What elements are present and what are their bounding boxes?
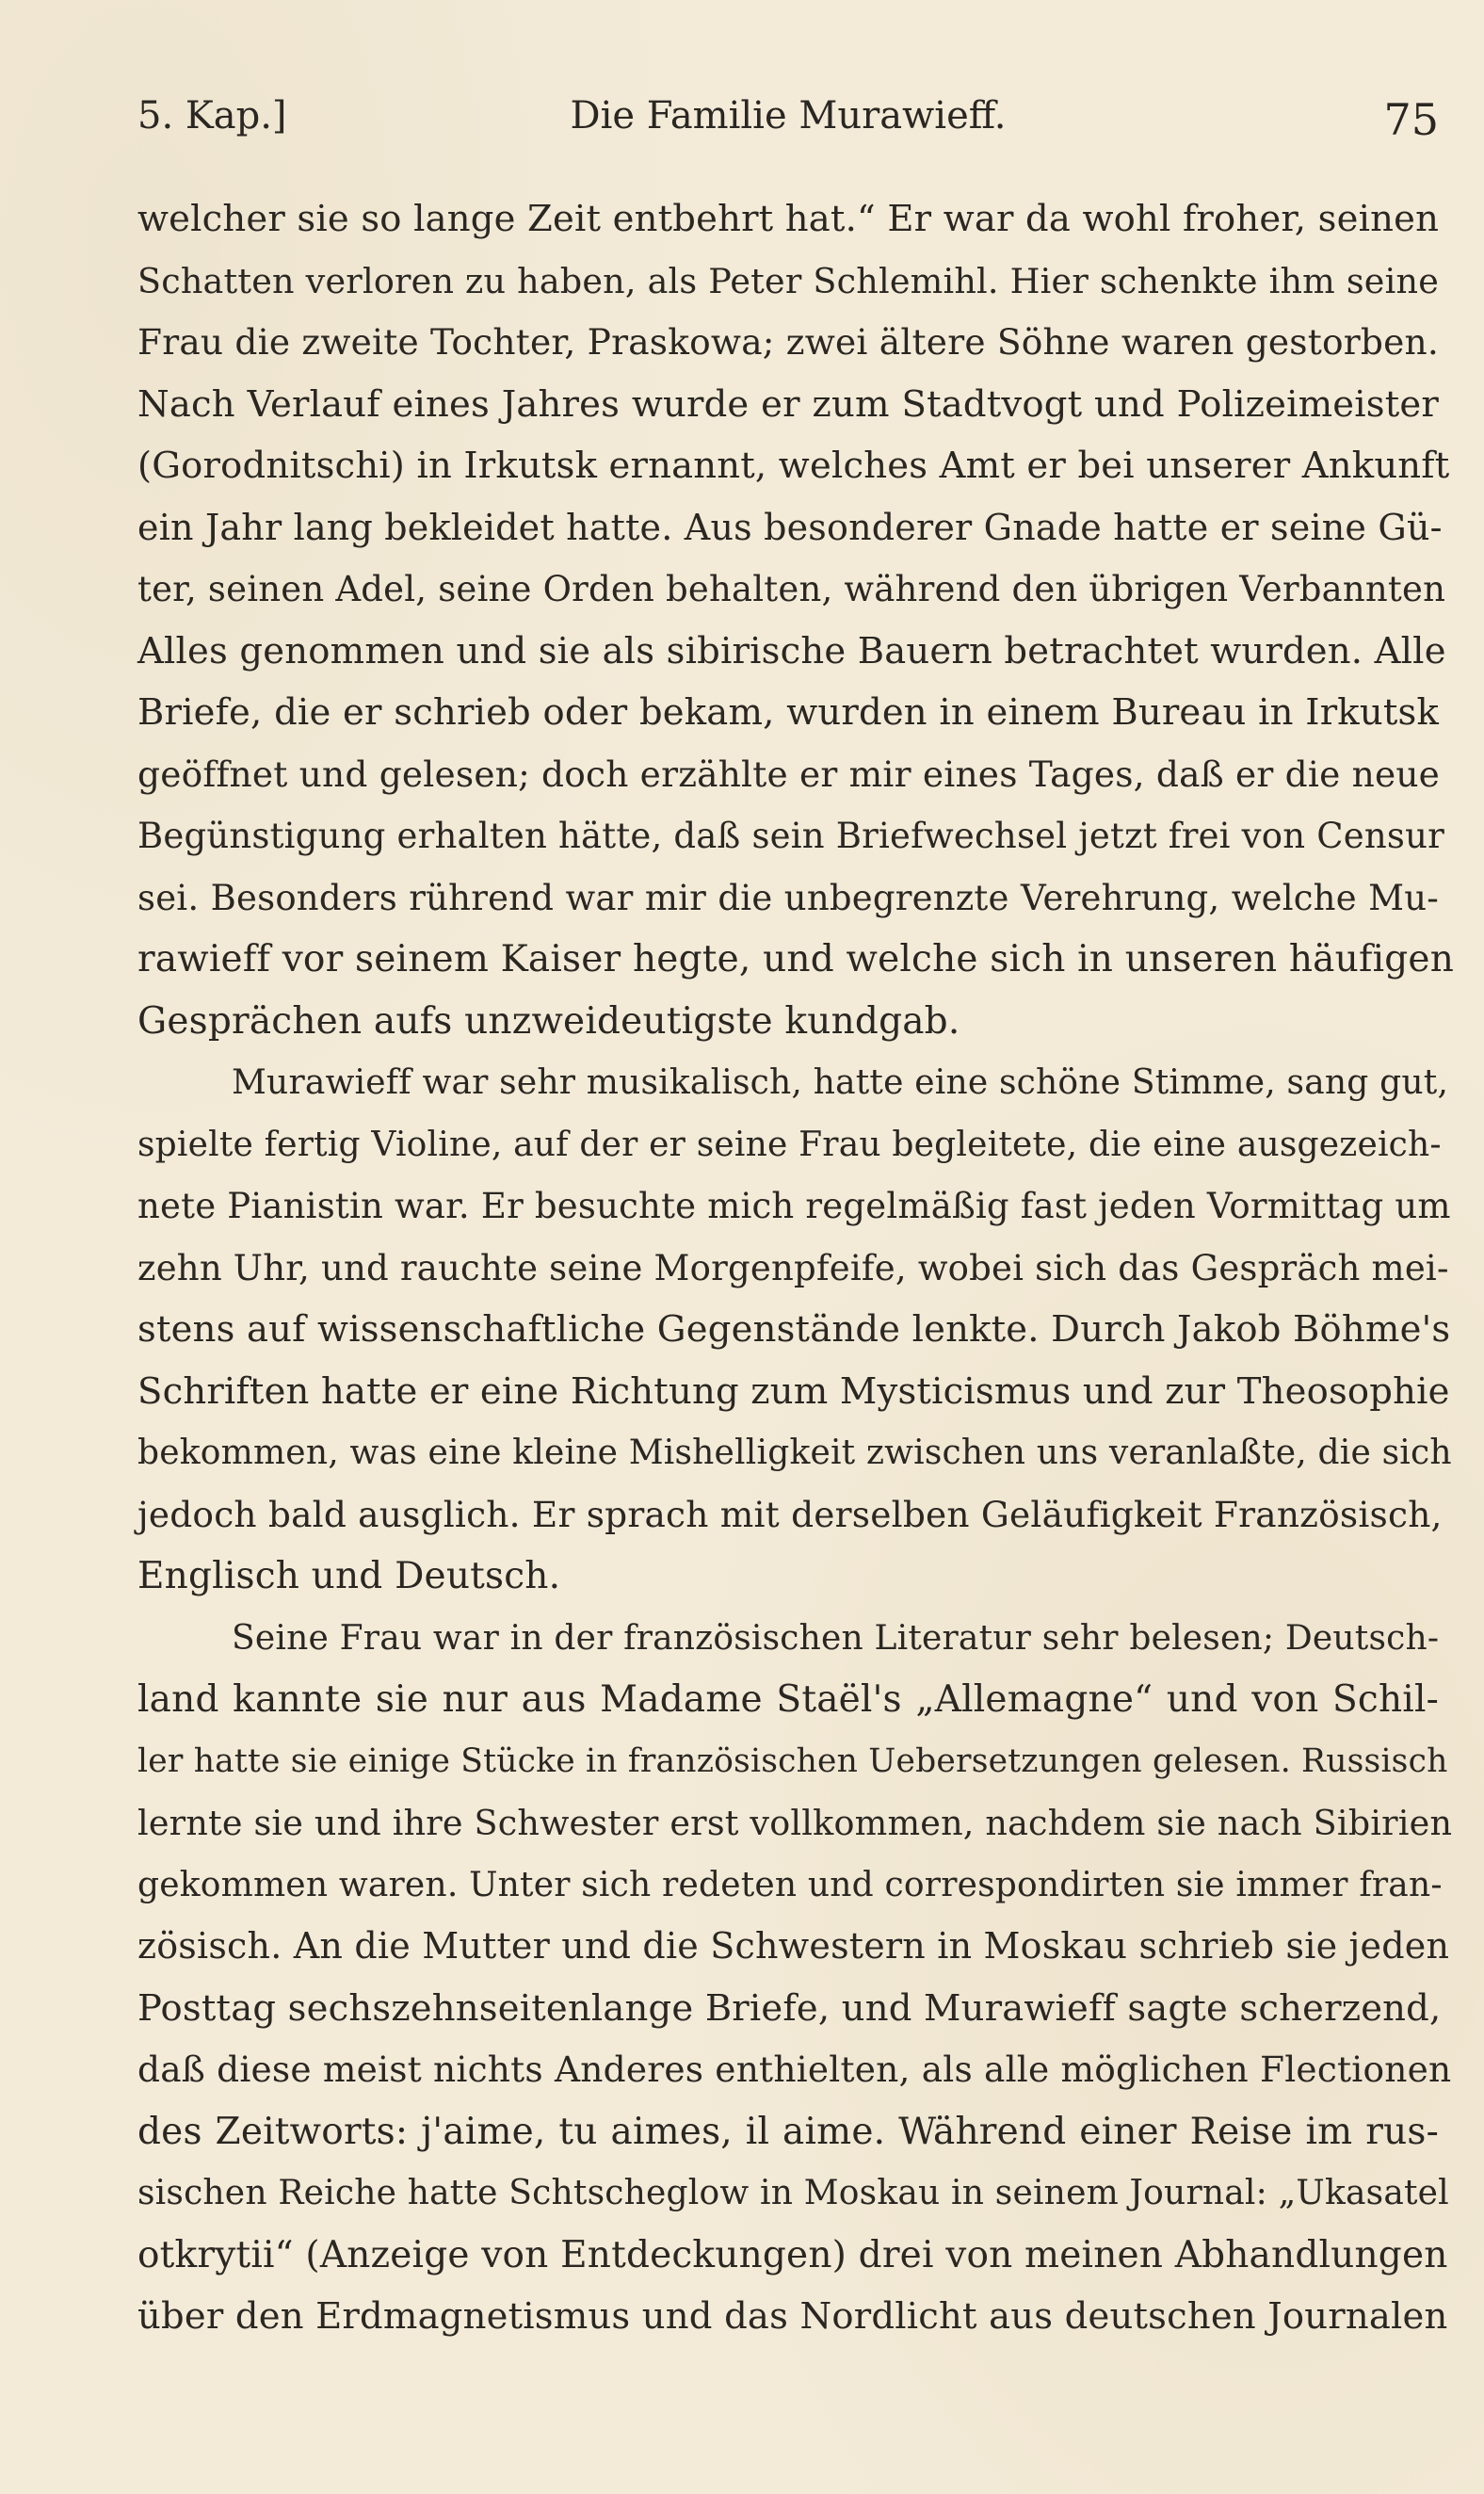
- page-header: [137, 94, 1439, 151]
- text-line: des Zeitworts: j'aime, tu aimes, il aime. Während einer Reise im rus-: [137, 2110, 1439, 2153]
- text-line: lernte sie und ihre Schwester erst vollkommen, nachdem sie nach Sibirien: [137, 1803, 1453, 1843]
- text-line: Begünstigung erhalten hätte, daß sein Briefwechsel jetzt frei von Censur: [137, 816, 1444, 856]
- text-line: zösisch. An die Mutter und die Schwestern in Moskau schrieb sie jeden: [137, 1925, 1450, 1967]
- text-line: gekommen waren. Unter sich redeten und correspondirten sie immer fran-: [137, 1865, 1443, 1904]
- text-line: Seine Frau war in der französischen Literatur sehr belesen; Deutsch-: [232, 1618, 1440, 1658]
- text-line: jedoch bald ausglich. Er sprach mit derselben Geläufigkeit Französisch,: [137, 1493, 1443, 1535]
- text-line: welcher sie so lange Zeit entbehrt hat.“ Er war da wohl froher, seinen: [137, 198, 1440, 240]
- text-line: Alles genommen und sie als sibirische Bauern betrachtet wurden. Alle: [137, 629, 1446, 672]
- page-number: 75: [1383, 94, 1439, 145]
- text-line: ler hatte sie einige Stücke in französischen Uebersetzungen gelesen. Russisch: [137, 1741, 1448, 1780]
- text-line: Schatten verloren zu haben, als Peter Schlemihl. Hier schenkte ihm seine: [137, 260, 1439, 301]
- text-line: sei. Besonders rührend war mir die unbegrenzte Verehrung, welche Mu-: [137, 877, 1439, 918]
- text-line: ter, seinen Adel, seine Orden behalten, während den übrigen Verbannten: [137, 569, 1446, 609]
- text-line: stens auf wissenschaftliche Gegenstände lenkte. Durch Jakob Böhme's: [137, 1308, 1451, 1351]
- text-line: geöffnet und gelesen; doch erzählte er mir eines Tages, daß er die neue: [137, 753, 1441, 795]
- text-line: nete Pianistin war. Er besuchte mich regelmäßig fast jeden Vormittag um: [137, 1186, 1451, 1226]
- text-line: rawieff vor seinem Kaiser hegte, und welche sich in unseren häufigen: [137, 938, 1455, 980]
- text-line: über den Erdmagnetismus und das Nordlicht aus deutschen Journalen: [137, 2295, 1448, 2338]
- text-line: Nach Verlauf eines Jahres wurde er zum Stadtvogt und Polizeimeister: [137, 382, 1439, 426]
- text-line: spielte fertig Violine, auf der er seine Frau begleitete, die eine ausgezeich-: [137, 1125, 1442, 1164]
- text-line: sischen Reiche hatte Schtscheglow in Moskau in seinem Journal: „Ukasatel: [137, 2174, 1449, 2212]
- body-text: [137, 188, 1455, 2348]
- text-line: Frau die zweite Tochter, Praskowa; zwei ältere Söhne waren gestorben.: [137, 321, 1439, 363]
- text-line: (Gorodnitschi) in Irkutsk ernannt, welches Amt er bei unserer Ankunft: [137, 445, 1450, 487]
- text-line: Posttag sechszehnseitenlange Briefe, und Murawieff sagte scherzend,: [137, 1986, 1442, 2030]
- text-line: zehn Uhr, und rauchte seine Morgenpfeife, wobei sich das Gespräch mei-: [137, 1247, 1449, 1288]
- chapter-label: 5. Kap.]: [137, 94, 287, 138]
- running-title: Die Familie Murawieff.: [570, 94, 1007, 138]
- text-line: Murawieff war sehr musikalisch, hatte eine schöne Stimme, sang gut,: [232, 1063, 1449, 1102]
- text-line: otkrytii“ (Anzeige von Entdeckungen) drei von meinen Abhandlungen: [137, 2233, 1448, 2276]
- text-line: ein Jahr lang bekleidet hatte. Aus besonderer Gnade hatte er seine Gü-: [137, 506, 1443, 548]
- text-line: land kannte sie nur aus Madame Staël's „Allemagne“ und von Schil-: [137, 1678, 1439, 1721]
- text-line: Schriften hatte er eine Richtung zum Mysticismus und zur Theosophie: [137, 1369, 1450, 1413]
- text-line: Gesprächen aufs unzweideutigste kundgab.: [137, 999, 960, 1043]
- text-line: bekommen, was eine kleine Mishelligkeit zwischen uns veranlaßte, die sich: [137, 1433, 1452, 1472]
- text-line: Englisch und Deutsch.: [137, 1555, 561, 1597]
- text-line: Briefe, die er schrieb oder bekam, wurden in einem Bureau in Irkutsk: [137, 691, 1439, 734]
- text-line: daß diese meist nichts Anderes enthielten, als alle möglichen Flectionen: [137, 2049, 1452, 2090]
